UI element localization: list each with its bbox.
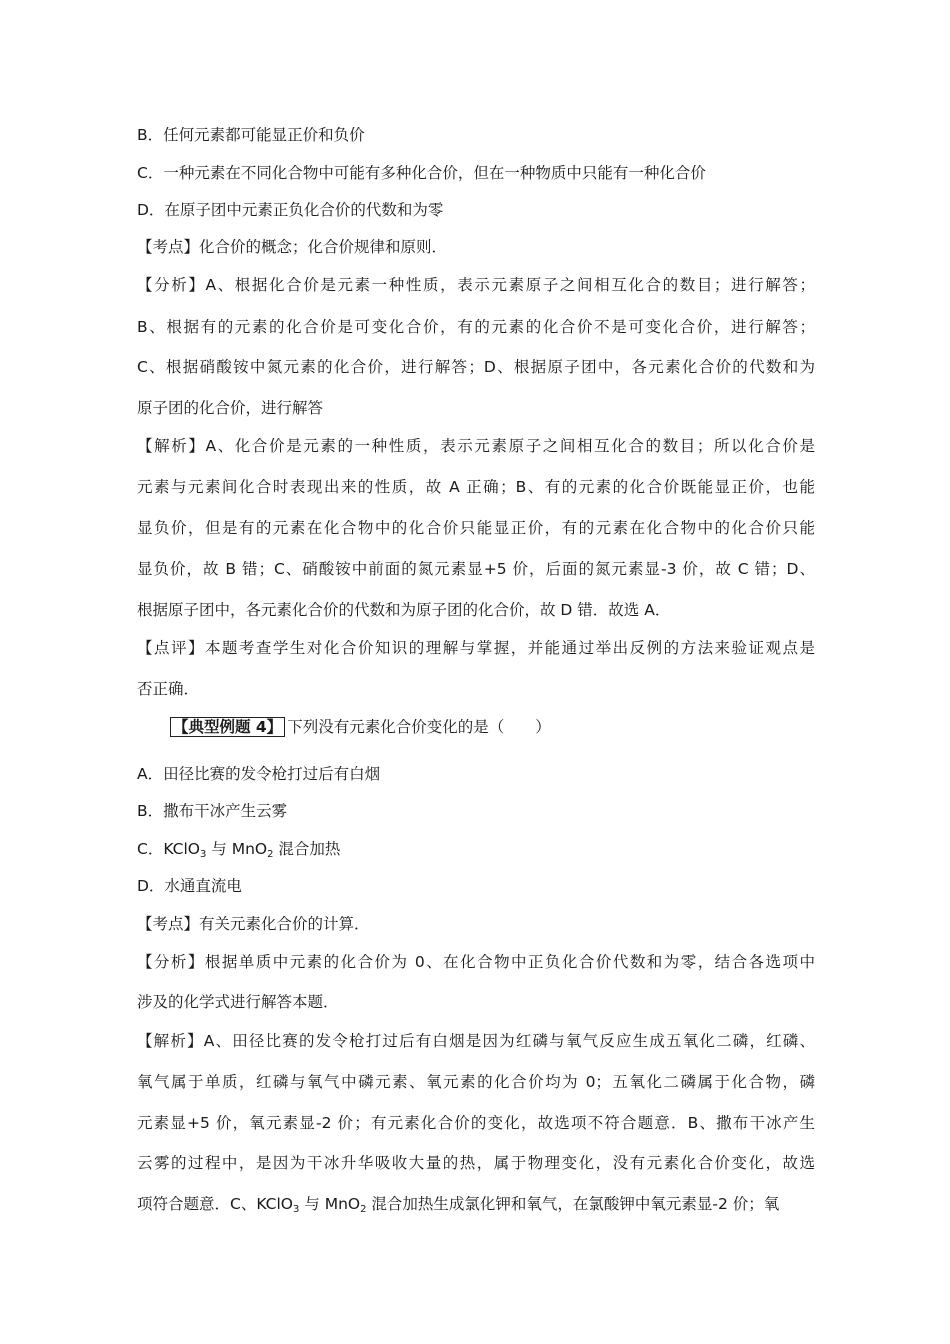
- subscript: 2: [267, 849, 274, 860]
- q4-fenxi-line: 涉及的化学式进行解答本题．: [137, 993, 339, 1011]
- q4-jiexi-line: 【解析】A、田径比赛的发令枪打过后有白烟是因为红磷与氧气反应生成五氧化二磷，红磷、: [137, 1032, 815, 1050]
- q4-kaodian: 【考点】有关元素化合价的计算．: [137, 915, 370, 933]
- q4-option-c-text: 与 MnO: [206, 840, 268, 858]
- q3-option-b: B．任何元素都可能显正价和负价: [137, 126, 365, 144]
- q4-jiexi-line: 氧气属于单质，红磷与氧气中磷元素、氧元素的化合价均为 0；五氧化二磷属于化合物，磷: [137, 1073, 815, 1091]
- q3-kaodian: 【考点】化合价的概念；化合价规律和原则．: [137, 238, 448, 256]
- q4-jiexi-line: 云雾的过程中，是因为干冰升华吸收大量的热，属于物理变化，没有元素化合价变化，故选: [137, 1154, 815, 1172]
- q4-option-b: B．撒布干冰产生云雾: [137, 802, 288, 820]
- q3-jiexi-line: 【解析】A、化合价是元素的一种性质，表示元素原子之间相互化合的数目；所以化合价是: [137, 437, 815, 455]
- q4-jiexi-line: [137, 1193, 815, 1215]
- q4-option-d: D．水通直流电: [137, 877, 242, 895]
- q4-question: [170, 716, 551, 738]
- q4-jiexi-text: 项符合题意．C、KClO: [137, 1195, 293, 1213]
- q3-fenxi-line: 原子团的化合价，进行解答: [137, 399, 324, 417]
- q4-jiexi-text: 与 MnO: [299, 1195, 361, 1213]
- q3-jiexi-line: 元素与元素间化合时表现出来的性质，故 A 正确；B、有的元素的化合价既能显正价，也能: [137, 478, 815, 496]
- q4-jiexi-line: 元素显+5 价，氧元素显-2 价；有元素化合价的变化，故选项不符合题意．B、撒布干冰产生: [137, 1114, 815, 1132]
- q4-question-text: 下列没有元素化合价变化的是（ ）: [287, 718, 551, 736]
- q3-dianping-line: 否正确．: [137, 680, 200, 698]
- subscript: 3: [199, 849, 207, 860]
- q3-jiexi-line: 根据原子团中，各元素化合价的代数和为原子团的化合价，故 D 错．故选 A．: [137, 601, 671, 619]
- q4-option-c: [137, 838, 340, 860]
- q3-option-c: C．一种元素在不同化合物中可能有多种化合价，但在一种物质中只能有一种化合价: [137, 164, 706, 182]
- q4-fenxi-line: 【分析】根据单质中元素的化合价为 0、在化合物中正负化合价代数和为零，结合各选项中: [137, 953, 815, 971]
- subscript: 3: [292, 1204, 300, 1215]
- q3-dianping-line: 【点评】本题考查学生对化合价知识的理解与掌握，并能通过举出反例的方法来验证观点是: [137, 639, 815, 657]
- q4-option-a: A．田径比赛的发令枪打过后有白烟: [137, 765, 381, 783]
- q3-jiexi-line: 显负价，但是有的元素在化合物中的化合价只能显正价，有的元素在化合物中的化合价只能: [137, 519, 815, 537]
- q4-option-c-text: C．KClO: [137, 840, 200, 858]
- q3-fenxi-line: C、根据硝酸铵中氮元素的化合价，进行解答；D、根据原子团中，各元素化合价的代数和为: [137, 358, 815, 376]
- q4-option-c-text: 混合加热: [273, 840, 341, 858]
- q3-fenxi-line: 【分析】A、根据化合价是元素一种性质，表示元素原子之间相互化合的数目；进行解答；: [137, 276, 815, 294]
- q3-jiexi-line: 显负价，故 B 错；C、硝酸铵中前面的氮元素显+5 价，后面的氮元素显-3 价，故 C 错；D、: [137, 560, 815, 578]
- q4-jiexi-text: 混合加热生成氯化钾和氧气，在氯酸钾中氧元素显-2 价；氧: [366, 1195, 780, 1213]
- q3-option-d: D．在原子团中元素正负化合价的代数和为零: [137, 201, 444, 219]
- q4-label: 【典型例题 4】: [170, 717, 285, 737]
- subscript: 2: [360, 1204, 367, 1215]
- q3-fenxi-line: B、根据有的元素的化合价是可变化合价，有的元素的化合价不是可变化合价，进行解答；: [137, 318, 815, 336]
